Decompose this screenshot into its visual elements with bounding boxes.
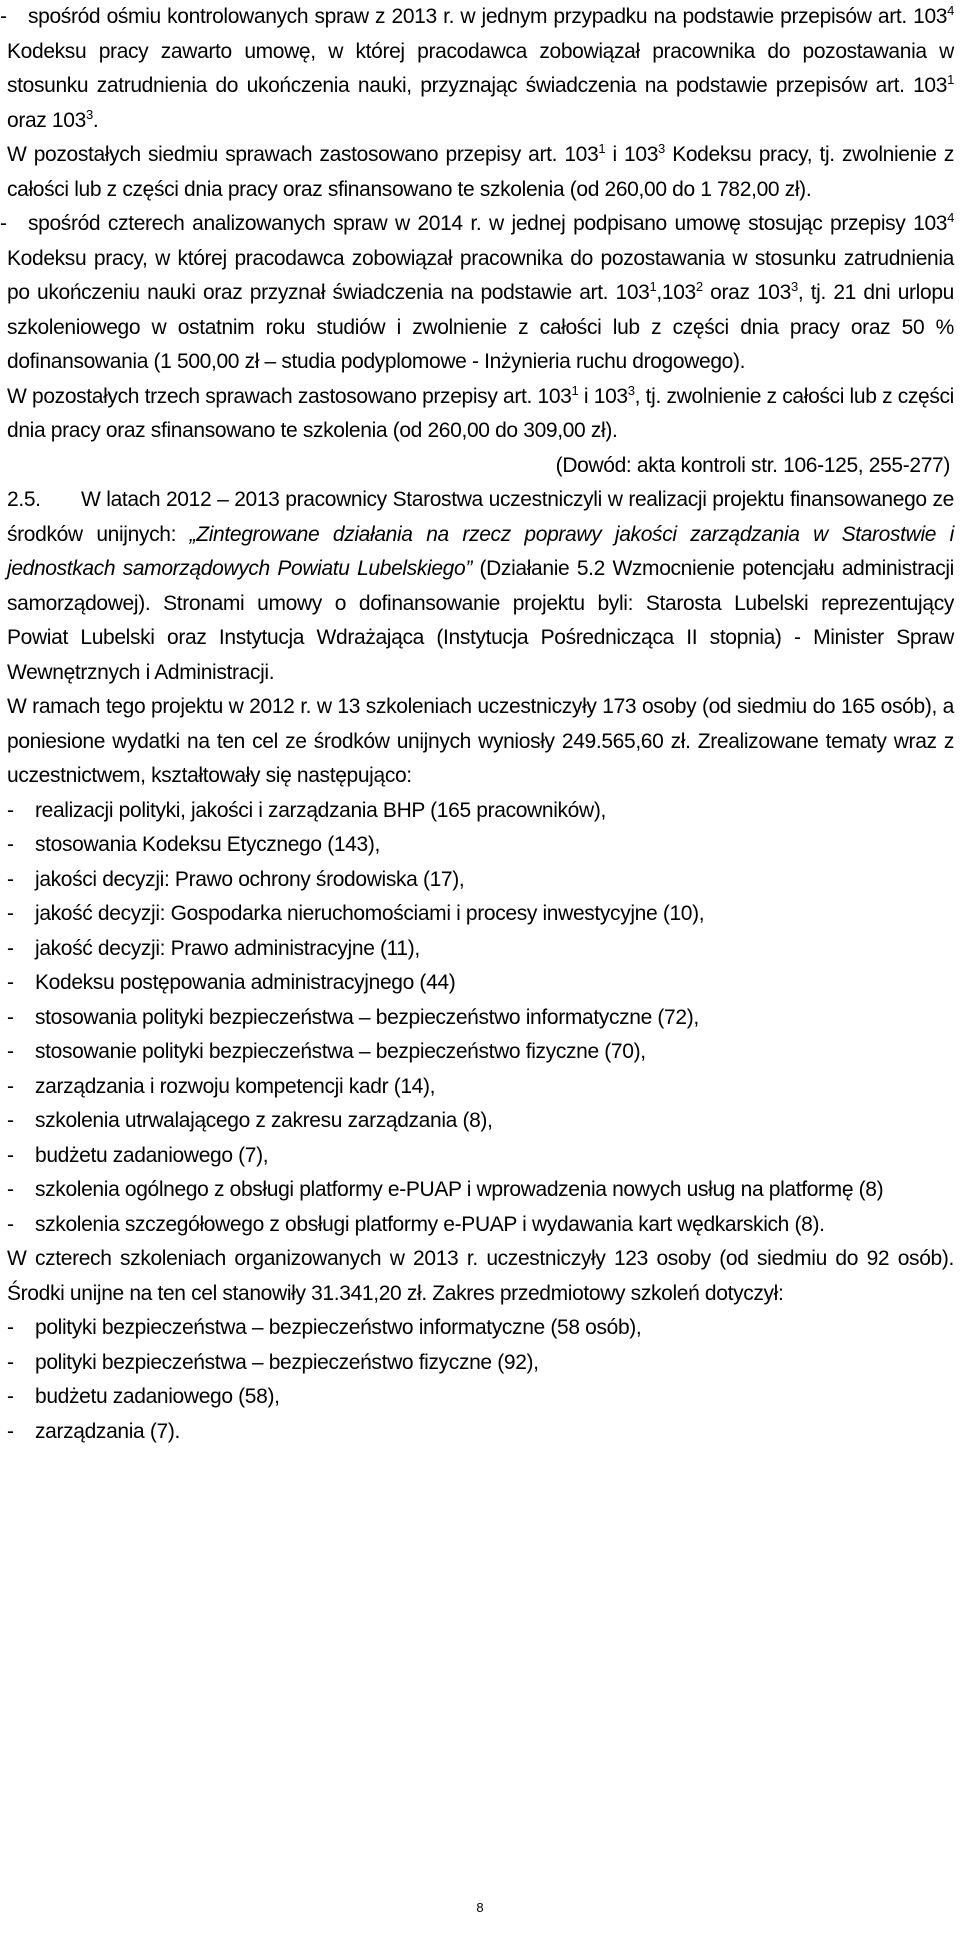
list-item-text: stosowania Kodeksu Etycznego (143), xyxy=(35,833,380,856)
list-item xyxy=(0,932,960,967)
list-item xyxy=(0,1380,960,1415)
list-dash: - xyxy=(7,1109,14,1132)
text-fragment: W ramach tego projektu w 2012 r. w 13 szkoleniach uczestniczyły 173 osoby (od siedmiu do 165 osób), a poniesione wydatki na ten cel ze środków unijnych wyniosły 249.565,60 zł. Zrealizowane tematy wraz z uczestnictwem, kształtowały się następująco: xyxy=(7,695,954,787)
section-number: 2.5. xyxy=(7,488,41,511)
evidence-reference xyxy=(0,449,960,484)
list-item xyxy=(0,897,960,932)
text-fragment: (Działanie 5.2 Wzmocnienie potencjału administracji samorządowej). Stronami umowy o dofinansowanie projektu byli: Starosta Lubelski reprezentujący Powiat Lubelski oraz Instytucja Wdrażająca (Instytucja Pośrednicząca II stopnia) - Minister Spraw Wewnętrznych i Administracji. xyxy=(7,557,954,684)
paragraph-2013-trainings xyxy=(0,1242,960,1311)
list-item-text xyxy=(35,863,960,898)
list-item xyxy=(0,1346,960,1381)
list-dash: - xyxy=(0,5,7,28)
list-item-text: jakości decyzji: Prawo ochrony środowiska (17), xyxy=(35,867,465,891)
list-item xyxy=(0,863,960,898)
list-item-text: szkolenia utrwalającego z zakresu zarządzania (8), xyxy=(35,1109,493,1132)
list-item-text: stosowania polityki bezpieczeństwa – bezpieczeństwo informatyczne (72), xyxy=(35,1005,699,1029)
text-fragment: W latach 2012 – 2013 pracownicy Starostwa uczestniczyli w realizacji projektu finansowanego ze środków unijnych: xyxy=(7,488,954,546)
list-item-text: jakość decyzji: Prawo administracyjne (11), xyxy=(35,936,420,960)
text-fragment: W pozostałych siedmiu sprawach zastosowano przepisy art. 103 xyxy=(7,143,599,166)
paragraph-2014-cases xyxy=(0,207,960,380)
list-item-text xyxy=(35,794,960,829)
paragraph-other-seven xyxy=(0,138,960,207)
list-dash: - xyxy=(7,936,14,960)
list-item-text: Kodeksu postępowania administracyjnego (44) xyxy=(35,971,456,994)
list-dash: - xyxy=(7,971,14,994)
list-dash: - xyxy=(7,1143,14,1167)
superscript: 1 xyxy=(598,141,606,156)
list-item-text xyxy=(35,1415,960,1450)
list-item-text xyxy=(35,828,960,863)
list-item xyxy=(0,1001,960,1036)
text-fragment: W pozostałych trzech sprawach zastosowano przepisy art. 103 xyxy=(7,384,572,408)
superscript: 1 xyxy=(649,279,657,294)
text-fragment: oraz 103 xyxy=(702,281,791,304)
superscript: 2 xyxy=(695,279,703,294)
list-item-text xyxy=(35,1208,960,1243)
list-item xyxy=(0,1415,960,1450)
superscript: 3 xyxy=(658,141,665,156)
list-item-text: polityki bezpieczeństwa – bezpieczeństwo informatyczne (58 osób), xyxy=(35,1316,642,1339)
project-title: „Zintegrowane działania na rzecz poprawy jakości zarządzania w Starostwie i jednostkach samorządowych Powiatu Lubelskiego” xyxy=(7,522,954,580)
list-item-text: zarządzania (7). xyxy=(35,1419,180,1443)
list-item xyxy=(0,1070,960,1105)
list-item-text xyxy=(35,1070,960,1105)
text-fragment: ,103 xyxy=(656,281,696,304)
list-item-text xyxy=(35,1035,960,1070)
list-item-text xyxy=(35,1173,960,1208)
list-item xyxy=(0,1311,960,1346)
superscript: 3 xyxy=(627,382,635,398)
list-dash: - xyxy=(7,1316,14,1339)
list-dash: - xyxy=(7,1178,14,1201)
text-fragment: na podstawie przepisów art. 103 xyxy=(653,5,948,28)
list-dash: - xyxy=(7,798,14,822)
text-fragment: Kodeksu pracy, w której pracodawca zobowiązał pracownika do pozostawania w stosunku zatrudnienia po ukończeniu nauki oraz przyznał świadczenia na podstawie art. 103 xyxy=(7,246,954,304)
list-item xyxy=(0,1208,960,1243)
list-item xyxy=(0,1035,960,1070)
list-item-text xyxy=(35,966,960,1001)
superscript: 3 xyxy=(85,106,93,122)
paragraph-2013-cases xyxy=(0,0,960,138)
list-dash: - xyxy=(0,212,7,235)
list-dash: - xyxy=(7,1040,14,1063)
list-item xyxy=(0,1173,960,1208)
list-item xyxy=(0,1104,960,1139)
list-item-text: budżetu zadaniowego (7), xyxy=(35,1143,269,1167)
list-item-text xyxy=(35,1380,960,1415)
list-dash: - xyxy=(7,1005,14,1029)
list-dash: - xyxy=(7,1212,14,1236)
section-2-5 xyxy=(0,483,960,690)
list-item xyxy=(0,794,960,829)
list-item xyxy=(0,828,960,863)
text-fragment: Kodeksu pracy zawarto umowę, w której pracodawca zobowiązał pracownika do pozostawania w stosunku zatrudnienia do ukończenia nauki, przyznając świadczenia na podstawie przepisów art. 103 xyxy=(7,39,954,97)
text-fragment: Kodeksu pracy, tj. zwolnienie z całości lub z części dnia pracy oraz sfinansowano te szkolenia (od 260,00 do 1 782,00 zł). xyxy=(7,143,954,201)
superscript: 3 xyxy=(790,279,798,294)
paragraph-2014-cases-text xyxy=(7,212,954,373)
list-item-text: realizacji polityki, jakości i zarządzania BHP (165 pracowników), xyxy=(35,798,606,822)
list-item-text xyxy=(35,1139,960,1174)
text-fragment: , tj. 21 dni urlopu szkoleniowego w ostatnim roku studiów i zwolnienie z całości lub z części dnia pracy oraz 50 % dofinansowania (1 500,00 zł – studia podyplomowe - Inżynieria ruchu drogowego). xyxy=(7,281,954,373)
list-item-text: zarządzania i rozwoju kompetencji kadr (14), xyxy=(35,1074,436,1098)
evidence-text: (Dowód: akta kontroli str. 106-125, 255-277) xyxy=(555,453,950,477)
text-fragment: oraz 103 xyxy=(7,108,86,132)
text-fragment: i 103 xyxy=(578,384,628,408)
list-item-text: stosowanie polityki bezpieczeństwa – bezpieczeństwo fizyczne (70), xyxy=(35,1040,646,1063)
list-dash: - xyxy=(7,1074,14,1098)
superscript: 1 xyxy=(571,382,579,398)
superscript: 4 xyxy=(947,3,954,18)
paragraph-other-three xyxy=(0,380,960,449)
superscript: 1 xyxy=(947,72,954,87)
list-dash: - xyxy=(7,833,14,856)
list-dash: - xyxy=(7,902,14,925)
text-fragment: . xyxy=(92,108,99,132)
list-item-text: szkolenia ogólnego z obsługi platformy e-PUAP i wprowadzenia nowych usług na platformę (8) xyxy=(35,1178,884,1201)
list-item-text xyxy=(35,1311,960,1346)
list-item-text xyxy=(35,1346,960,1381)
text-fragment: i 103 xyxy=(605,143,659,166)
list-item xyxy=(0,966,960,1001)
paragraph-2012-trainings xyxy=(0,690,960,794)
list-dash: - xyxy=(7,1385,14,1408)
list-item-text: budżetu zadaniowego (58), xyxy=(35,1385,280,1408)
text-fragment: spośród czterech analizowanych spraw w 2014 r. w jednej podpisano umowę stosując przepisy 103 xyxy=(28,212,948,235)
page-number: 8 xyxy=(476,1900,484,1915)
list-item-text xyxy=(35,1001,960,1036)
text-fragment: , tj. zwolnienie z całości lub z części dnia pracy oraz sfinansowano te szkolenia (od 260,00 do 309,00 zł). xyxy=(7,384,954,442)
list-item-text xyxy=(35,897,960,932)
list-dash: - xyxy=(7,1419,14,1443)
text-fragment: W czterech szkoleniach organizowanych w 2013 r. uczestniczyły 123 osoby (od siedmiu do 92 osób). Środki unijne na ten cel stanowiły 31.341,20 zł. Zakres przedmiotowy szkoleń dotyczył: xyxy=(7,1247,954,1305)
superscript: 4 xyxy=(947,210,954,225)
list-item-text xyxy=(35,932,960,967)
list-item xyxy=(0,1139,960,1174)
text-fragment: spośród ośmiu kontrolowanych spraw z 2013 r. w jednym przypadku xyxy=(28,5,648,28)
list-item-text xyxy=(35,1104,960,1139)
list-dash: - xyxy=(7,867,14,891)
list-item-text: szkolenia szczegółowego z obsługi platformy e-PUAP i wydawania kart wędkarskich (8). xyxy=(35,1212,825,1236)
list-dash: - xyxy=(7,1350,14,1374)
list-item-text: jakość decyzji: Gospodarka nieruchomościami i procesy inwestycyjne (10), xyxy=(35,902,705,925)
list-item-text: polityki bezpieczeństwa – bezpieczeństwo fizyczne (92), xyxy=(35,1350,539,1374)
